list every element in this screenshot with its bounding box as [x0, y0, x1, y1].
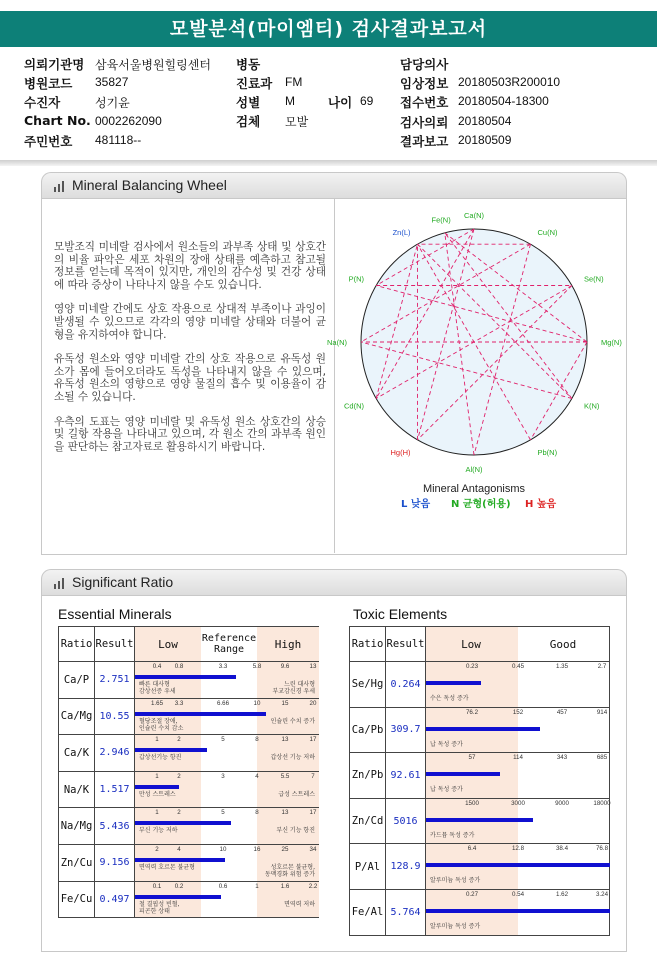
tick-label: 38.4	[555, 845, 569, 853]
ratio-result: 5.764	[386, 889, 426, 935]
result-bar	[135, 748, 207, 752]
tick-label: 12.8	[511, 845, 525, 853]
good-header: Good	[549, 638, 577, 651]
col-graph-header	[426, 627, 610, 662]
result-bar	[135, 712, 266, 716]
tick-label: 2	[177, 772, 181, 780]
table-row	[59, 735, 319, 772]
request-value: 20180504	[458, 114, 512, 128]
result-bar	[135, 858, 225, 862]
ratio-name: Ca/P	[59, 662, 95, 699]
legend-high: H 높음	[525, 499, 557, 510]
ratio-graph	[135, 844, 319, 881]
tick-label: 1	[155, 809, 159, 817]
wheel-node-label: Ca(N)	[464, 211, 484, 220]
wheel-panel	[327, 198, 626, 553]
tick-label: 13	[281, 809, 289, 817]
tick-label: 16	[253, 845, 261, 853]
request-label: 검사의뢰	[400, 115, 449, 130]
wheel-description	[54, 241, 326, 465]
tick-label: 0.23	[465, 663, 479, 670]
ratio-result: 5.436	[95, 808, 135, 845]
note-left: 갑상선기능 항진	[139, 754, 182, 762]
note-right: 면역력 저하	[284, 900, 315, 908]
result-bar	[426, 909, 610, 913]
note-right: 성호르몬 불균형, 동맥경화 위험 증가	[264, 863, 315, 878]
tick-label: 1	[255, 882, 259, 890]
report-title: 모발분석(마이엠티) 검사결과보고서	[0, 11, 657, 47]
table-row	[59, 698, 319, 735]
patient-info	[0, 52, 657, 160]
tick-label: 10	[219, 845, 227, 853]
note-left: 혈당조절 장애, 인슐린 수치 감소	[139, 717, 184, 732]
note-left: 철 결핍성 빈혈, 피곤한 상태	[139, 900, 180, 915]
ratio-name: Zn/Pb	[350, 753, 386, 799]
tick-label: 4	[255, 772, 259, 780]
table-row	[350, 753, 610, 799]
ratio-result: 309.7	[386, 707, 426, 753]
tick-label: 18000	[593, 799, 611, 807]
note-left: 면역력 호르몬 불균형	[139, 863, 195, 871]
result-bar	[426, 818, 533, 822]
ratio-graph	[135, 808, 319, 845]
description-paragraph: 영양 미네랄 간에도 상호 작용으로 상대적 부족이나 과잉이 발생될 수 있으므로 각각의 영양 미네랄 상태와 더불어 균형을 유지하여야 합니다.	[54, 303, 326, 341]
tick-label: 685	[596, 754, 608, 762]
result-bar	[135, 785, 179, 789]
tick-label: 0.45	[511, 663, 525, 670]
tick-label: 34	[309, 845, 317, 853]
graph-field	[135, 699, 318, 735]
note-left: 카드뮴 독성 증가	[430, 831, 475, 839]
col-graph-header	[135, 627, 319, 662]
tick-label: 2	[177, 809, 181, 817]
tick-label: 1	[155, 772, 159, 780]
ratio-result: 1.517	[95, 771, 135, 808]
wheel-node-label: Cd(N)	[344, 401, 365, 411]
toxic-elements-table	[349, 626, 610, 936]
ratio-result: 0.264	[386, 662, 426, 708]
wheel-node-label: Hg(H)	[390, 447, 411, 457]
tick-label: 6.66	[216, 699, 230, 707]
tick-label: 5.8	[252, 663, 262, 670]
ratio-name: Na/Mg	[59, 808, 95, 845]
col-result-header: Result	[95, 627, 135, 662]
result-bar	[135, 895, 221, 899]
receipt-value: 20180504-18300	[458, 94, 549, 108]
tick-label: 2	[155, 845, 159, 853]
ratio-section-header	[41, 569, 627, 596]
tick-label: 3000	[511, 799, 525, 807]
result-bar	[426, 681, 481, 685]
legend-title: Mineral Antagonisms	[422, 483, 526, 495]
ratio-name: Ca/Pb	[350, 707, 386, 753]
col-result-header: Result	[386, 627, 426, 662]
ratio-graph	[135, 771, 319, 808]
chart-no-value: 0002262090	[95, 114, 162, 128]
tick-label: 1500	[465, 799, 479, 807]
clinical-label: 임상정보	[400, 76, 449, 91]
tick-label: 2.7	[597, 663, 607, 670]
tick-label: 6.4	[467, 845, 477, 853]
dept-value: FM	[285, 75, 303, 89]
receipt-label: 접수번호	[400, 95, 449, 110]
low-band	[135, 772, 201, 808]
note-right: 인슐린 수치 증가	[270, 717, 315, 725]
ratio-result: 0.497	[95, 881, 135, 918]
note-left: 만성 스트레스	[139, 790, 176, 798]
table-row	[59, 771, 319, 808]
ratio-name: Zn/Cd	[350, 798, 386, 844]
ratio-name: Ca/K	[59, 735, 95, 772]
tick-label: 20	[309, 699, 317, 707]
low-band	[135, 845, 201, 881]
ratio-graph	[426, 662, 610, 708]
wheel-node-label: Pb(N)	[537, 447, 558, 457]
ratio-name: Na/K	[59, 771, 95, 808]
bar-chart-icon	[54, 578, 65, 589]
sex-label: 성별	[236, 95, 261, 110]
note-left: 수은 독성 증가	[430, 695, 469, 702]
tick-label: 1.62	[555, 890, 569, 898]
institution-label: 의뢰기관명	[24, 57, 85, 72]
tick-label: 3.24	[595, 890, 609, 898]
tick-label: 2.2	[308, 882, 318, 890]
ratio-graph	[426, 753, 610, 799]
graph-field	[426, 844, 609, 889]
ratio-result: 2.751	[95, 662, 135, 699]
tick-label: 17	[309, 736, 317, 744]
note-right: 부신 기능 항진	[276, 827, 315, 835]
note-left: 알루미늄 독성 증가	[430, 922, 481, 930]
wheel-node-label: Al(N)	[465, 465, 483, 474]
tick-label: 8	[255, 736, 259, 744]
ratio-result: 128.9	[386, 844, 426, 890]
col-ratio-header: Ratio	[59, 627, 95, 662]
note-left: 알루미늄 독성 증가	[430, 877, 481, 885]
age-value: 69	[360, 94, 374, 108]
tick-label: 5	[221, 809, 225, 817]
dept-label: 진료과	[236, 76, 273, 91]
ratio-graph	[135, 662, 319, 699]
description-paragraph: 유독성 원소와 영양 미네랄 간의 상호 작용으로 유독성 원소가 몸에 들어오더라도 독성을 나타내지 않을 수 있으며, 유독성 원소의 영향으로 영양 물질의 흡수 및 이용율이 감소될 수 있습니다.	[54, 353, 326, 403]
ratio-result: 92.61	[386, 753, 426, 799]
toxic-title: Toxic Elements	[353, 606, 448, 622]
tick-label: 13	[281, 736, 289, 744]
tick-label: 17	[309, 809, 317, 817]
tick-label: 152	[512, 708, 524, 716]
ratio-graph	[426, 707, 610, 753]
note-right: 갑상선 기능 저하	[270, 754, 315, 762]
tick-label: 15	[281, 699, 289, 707]
ratio-graph	[135, 698, 319, 735]
description-paragraph: 모발조직 미네랄 검사에서 원소들의 과부족 상태 및 상호간의 비율 파악은 세포 차원의 장애 상태를 예측하고 참고될 정보를 얻는데 목적이 있지만, 개인의 감수성 및 건강 상태에 따라 증상이 나타나지 않을 수도 있습니다.	[54, 241, 326, 291]
report-date-label: 결과보고	[400, 134, 449, 149]
tick-label: 0.54	[511, 890, 525, 898]
table-row	[350, 707, 610, 753]
wheel-node-label: K(N)	[583, 401, 600, 411]
tick-label: 7	[311, 772, 315, 780]
graph-field	[426, 708, 609, 753]
wheel-node-label: Na(N)	[327, 338, 347, 347]
legend-low: L 낮음	[401, 499, 431, 510]
result-bar	[426, 863, 610, 867]
graph-field	[135, 845, 318, 881]
tick-label: 457	[556, 708, 568, 716]
institution-value: 삼육서울병원힐링센터	[95, 58, 211, 72]
tick-label: 9000	[555, 799, 569, 807]
table-row	[59, 844, 319, 881]
ref-range-header: Reference Range	[201, 633, 257, 655]
ratio-graph	[135, 881, 319, 918]
ward-label: 병동	[236, 57, 261, 72]
ratio-name: Ca/Mg	[59, 698, 95, 735]
tick-label: 0.27	[465, 890, 479, 898]
tick-label: 0.1	[152, 882, 162, 890]
wheel-node-label: Mg(N)	[601, 338, 622, 347]
wheel-node-label: Zn(L)	[392, 228, 411, 238]
tick-label: 10	[253, 699, 261, 707]
tick-label: 3	[221, 772, 225, 780]
ratio-graph	[135, 735, 319, 772]
note-right: 느린 대사형 부교감신경 우세	[272, 681, 315, 695]
tick-label: 1.6	[280, 882, 290, 890]
patient-label: 수진자	[24, 95, 61, 110]
table-row	[59, 881, 319, 918]
result-bar	[426, 727, 540, 731]
clinical-value: 20180503R200010	[458, 75, 561, 89]
low-band	[135, 735, 201, 771]
table-row	[350, 889, 610, 935]
ratio-result: 10.55	[95, 698, 135, 735]
tick-label: 8	[255, 809, 259, 817]
tick-label: 114	[513, 754, 523, 762]
ratio-name: Fe/Cu	[59, 881, 95, 918]
high-header: High	[274, 638, 302, 651]
ratio-result: 9.156	[95, 844, 135, 881]
ratio-section-title: Significant Ratio	[72, 574, 174, 590]
graph-field	[426, 753, 609, 798]
tick-label: 914	[596, 708, 608, 716]
graph-field	[426, 662, 609, 707]
tick-label: 57	[468, 754, 476, 762]
tick-label: 1	[155, 736, 159, 744]
ratio-name: Fe/Al	[350, 889, 386, 935]
table-row	[59, 808, 319, 845]
graph-field	[135, 735, 318, 771]
wheel-node-label: Cu(N)	[537, 228, 558, 238]
result-bar	[135, 675, 236, 679]
doctor-label: 담당의사	[400, 57, 449, 72]
tick-label: 5.5	[280, 772, 290, 780]
legend-normal: N 균형(허용)	[451, 499, 511, 510]
ratio-graph	[426, 798, 610, 844]
tick-label: 0.4	[152, 663, 162, 670]
tick-label: 5	[221, 736, 225, 744]
graph-field	[426, 890, 609, 935]
hospital-code-value: 35827	[95, 75, 129, 89]
low-header: Low	[158, 638, 178, 651]
table-row	[350, 662, 610, 708]
specimen-label: 검체	[236, 114, 261, 129]
patient-value: 성기윤	[95, 96, 130, 110]
chart-no-label: Chart No.	[24, 113, 91, 128]
ratio-result: 2.946	[95, 735, 135, 772]
graph-field	[135, 772, 318, 808]
note-left: 부신 기능 저하	[139, 827, 178, 835]
tick-label: 2	[177, 736, 181, 744]
ratio-result: 5016	[386, 798, 426, 844]
tick-label: 25	[281, 845, 289, 853]
table-row	[350, 844, 610, 890]
table-row	[59, 662, 319, 699]
tick-label: 76.8	[595, 845, 609, 853]
ratio-name: Se/Hg	[350, 662, 386, 708]
wheel-node-label: P(N)	[348, 274, 365, 284]
ratio-name: Zn/Cu	[59, 844, 95, 881]
graph-field	[135, 808, 318, 844]
note-left: 납 독성 증가	[430, 786, 463, 794]
tick-label: 0.8	[174, 663, 184, 670]
specimen-value: 모발	[285, 115, 309, 129]
tick-label: 343	[556, 754, 568, 762]
divider	[0, 160, 657, 166]
essential-minerals-table	[58, 626, 319, 918]
hospital-code-label: 병원코드	[24, 76, 73, 91]
tick-label: 13	[309, 663, 317, 670]
tick-label: 4	[177, 845, 181, 853]
description-paragraph: 우측의 도표는 영양 미네랄 및 유독성 원소 상호간의 상승 및 길항 작용을 나타내고 있으며, 각 원소 간의 과부족 원인을 판단하는 참고자료로 활용하시기 바랍니다.	[54, 415, 326, 453]
mineral-wheel	[327, 198, 626, 553]
ratio-name: P/Al	[350, 844, 386, 890]
ratio-graph	[426, 844, 610, 890]
bar-chart-icon	[54, 181, 65, 192]
result-bar	[426, 772, 500, 776]
wheel-section-header	[41, 172, 627, 199]
tick-label: 3.3	[174, 699, 184, 707]
age-label: 나이	[328, 95, 353, 110]
wheel-node-label: Fe(N)	[431, 215, 451, 225]
rrn-value: 481118--	[95, 133, 142, 147]
tick-label: 76.2	[465, 708, 479, 716]
table-row	[350, 798, 610, 844]
essential-title: Essential Minerals	[58, 606, 172, 622]
tick-label: 0.2	[174, 882, 184, 890]
graph-field	[135, 662, 318, 698]
wheel-node-label: Se(N)	[583, 274, 604, 284]
sex-value: M	[285, 94, 295, 108]
tick-label: 1.35	[555, 663, 569, 670]
tick-label: 1.65	[150, 699, 164, 707]
graph-field	[135, 882, 318, 918]
tick-label: 3.3	[218, 663, 228, 670]
wheel-section-title: Mineral Balancing Wheel	[72, 177, 227, 193]
ratio-graph	[426, 889, 610, 935]
note-right: 급성 스트레스	[278, 790, 315, 798]
note-left: 납 독성 증가	[430, 740, 463, 748]
note-left: 빠른 대사형 감상선증 우세	[139, 681, 176, 695]
rrn-label: 주민번호	[24, 134, 73, 149]
low-header: Low	[461, 638, 481, 651]
result-bar	[135, 821, 231, 825]
report-date-value: 20180509	[458, 133, 512, 147]
tick-label: 9.6	[280, 663, 290, 670]
tick-label: 0.6	[218, 882, 228, 890]
col-ratio-header: Ratio	[350, 627, 386, 662]
graph-field	[426, 799, 609, 844]
